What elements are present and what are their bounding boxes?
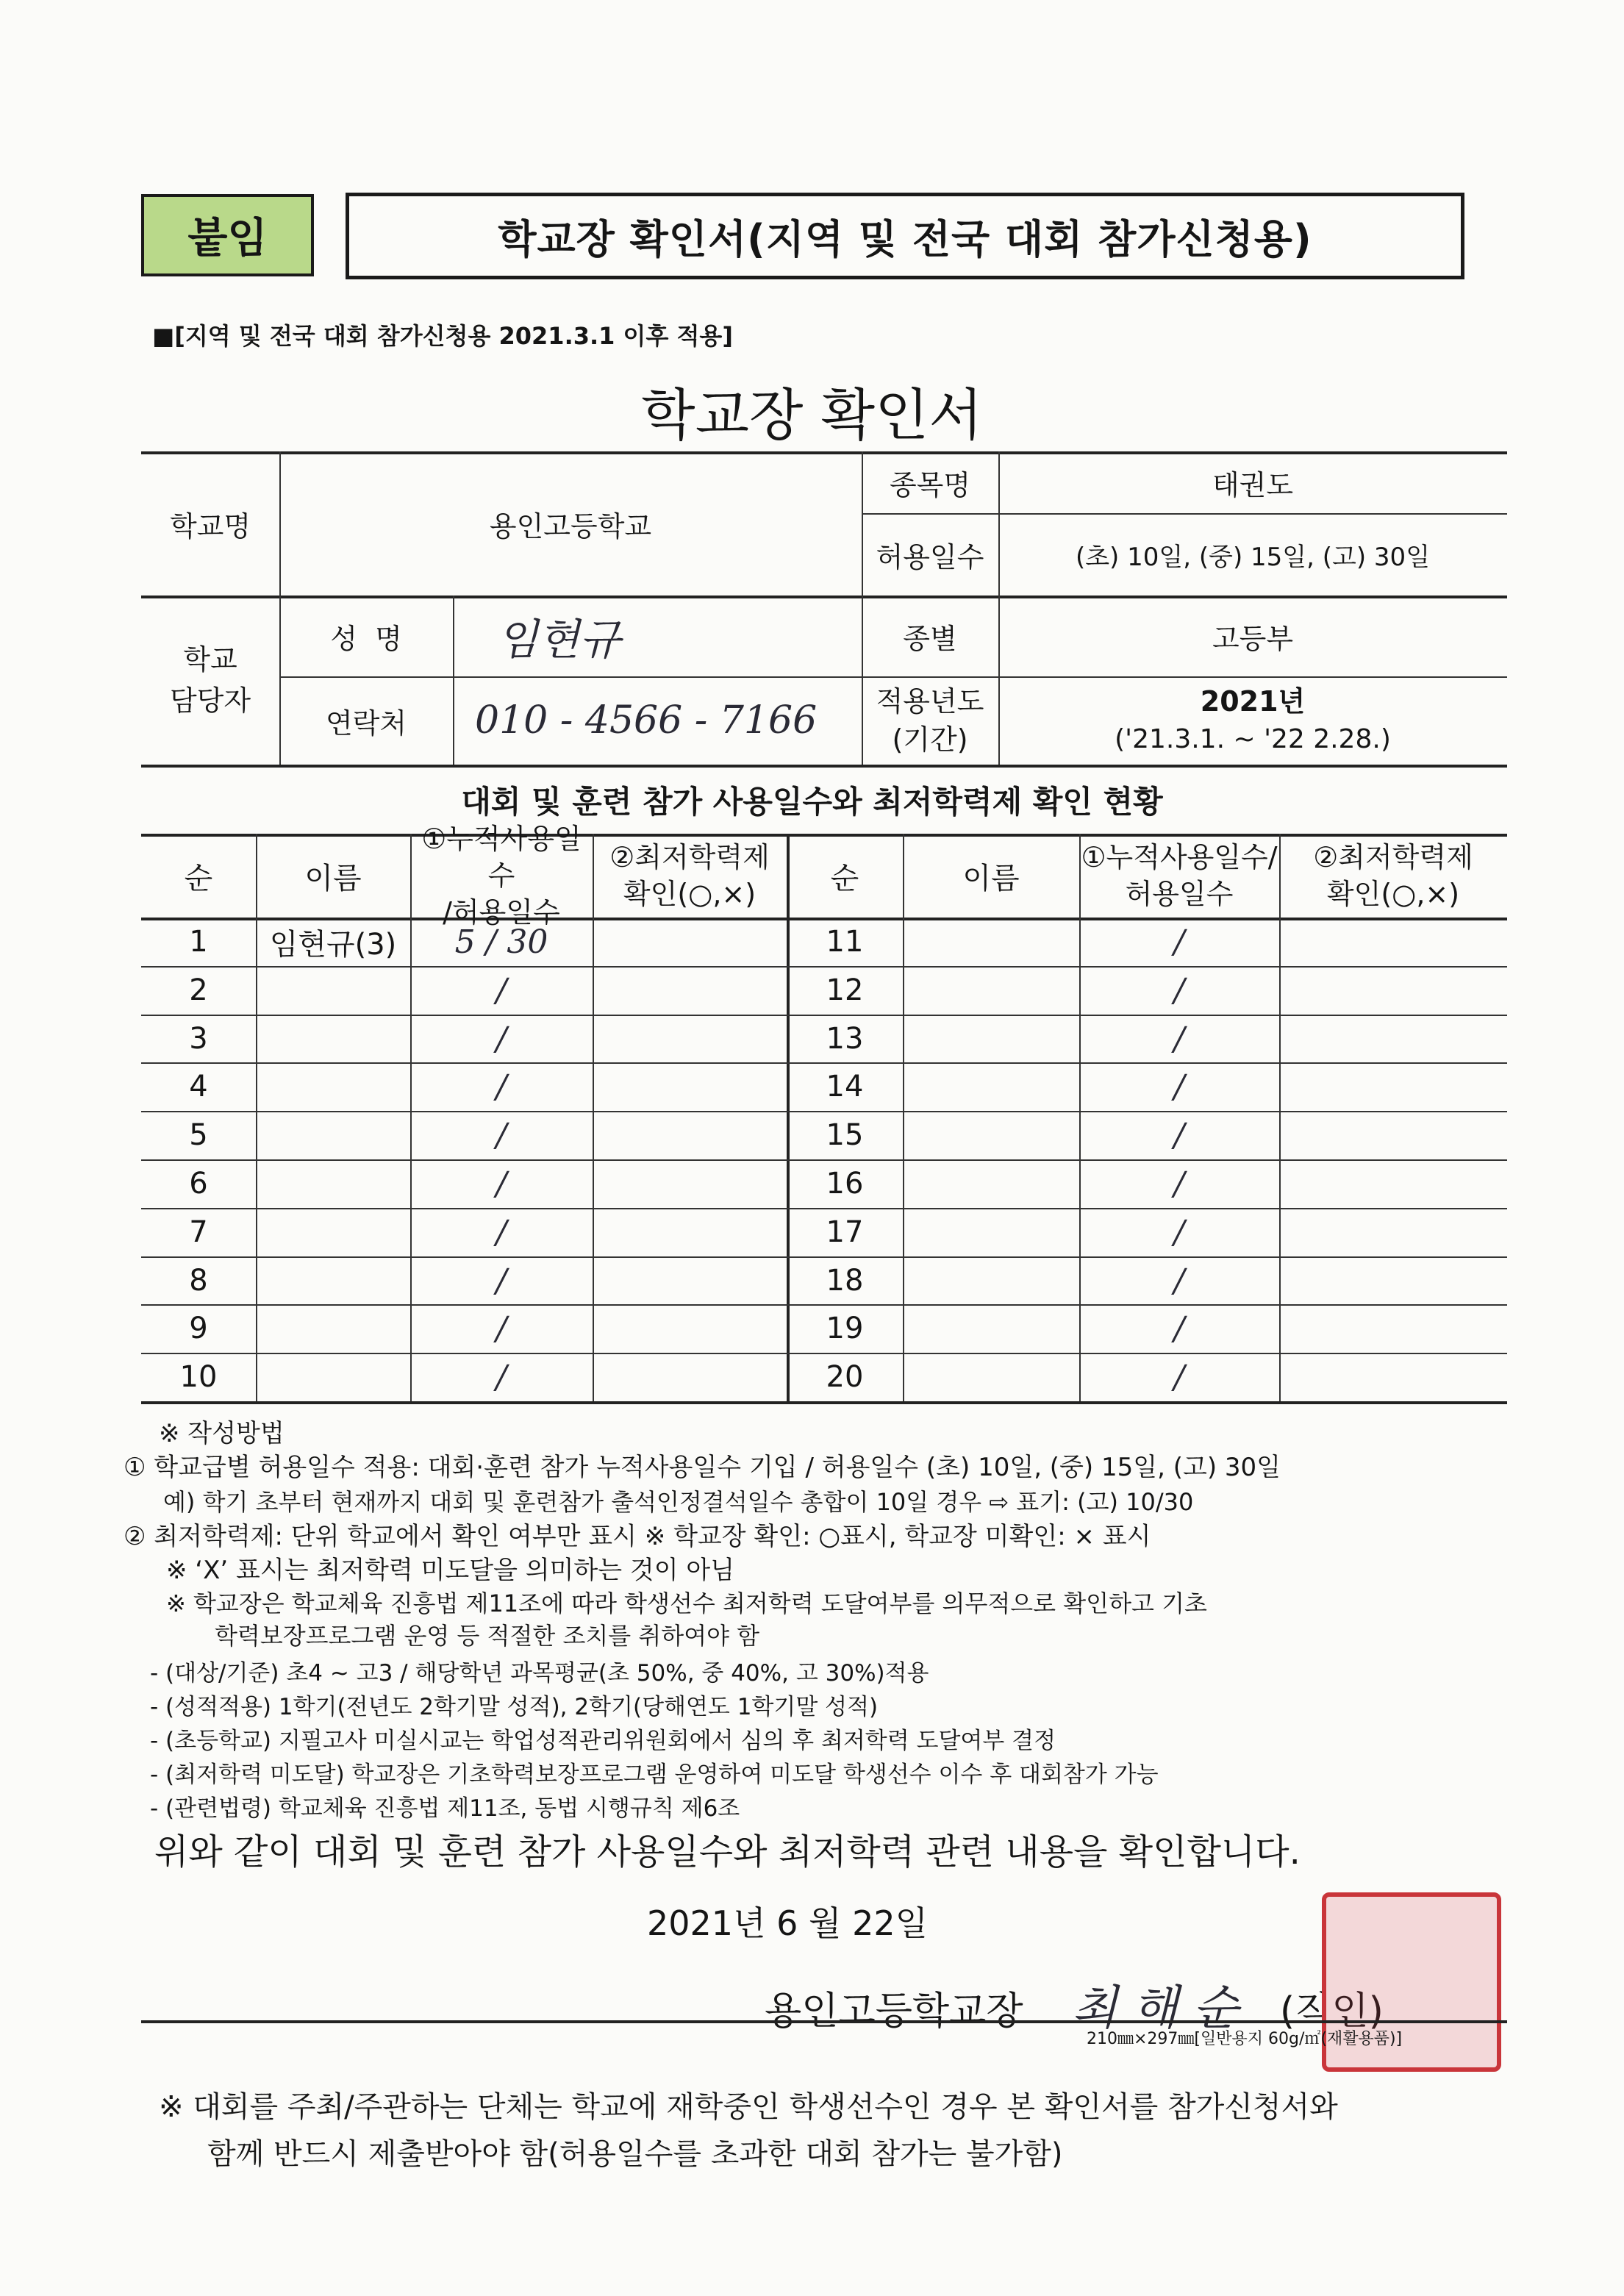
document-title: 학교장 확인서 bbox=[641, 382, 983, 448]
cell-min bbox=[593, 918, 787, 966]
cell-days: / bbox=[496, 1262, 507, 1300]
cell-min bbox=[593, 1208, 787, 1256]
applies-note: ■[지역 및 전국 대회 참가신청용 2021.3.1 이후 적용] bbox=[152, 322, 733, 350]
cell-name bbox=[256, 1015, 410, 1063]
cell-no: 11 bbox=[826, 925, 864, 959]
cell-name bbox=[903, 966, 1079, 1015]
cell-name bbox=[903, 1208, 1079, 1256]
cell-name: 임현규(3) bbox=[269, 927, 397, 962]
col-days-header-right-line1: ①누적사용일수/ bbox=[1081, 841, 1278, 873]
cell-days: / bbox=[496, 1020, 507, 1058]
cell-name bbox=[903, 918, 1079, 966]
cell-no: 18 bbox=[826, 1264, 864, 1298]
cell-min bbox=[593, 1159, 787, 1208]
instruction-line: ① 학교급별 허용일수 적용: 대회·훈련 참가 누적사용일수 기입 / 허용일수 (초) 10일, (중) 15일, (고) 30일 bbox=[124, 1453, 1281, 1482]
col-no-header-right: 순 bbox=[830, 861, 859, 895]
instruction-line: - (성적적용) 1학기(전년도 2학기말 성적), 2학기(당해연도 1학기말 성적) bbox=[150, 1694, 879, 1720]
division-value: 고등부 bbox=[1212, 622, 1294, 655]
cell-name bbox=[903, 1159, 1079, 1208]
col-min-header-right bbox=[1279, 834, 1507, 918]
cell-days: / bbox=[1173, 1020, 1185, 1058]
cell-name bbox=[256, 1208, 410, 1256]
seal-label: (직인) bbox=[1279, 1989, 1384, 2034]
col-days-header-left-line2: /허용일수 bbox=[443, 896, 560, 929]
cell-name bbox=[256, 966, 410, 1015]
cell-min bbox=[1279, 1256, 1507, 1305]
cell-days: / bbox=[1173, 971, 1185, 1009]
col-min-header-left bbox=[593, 834, 787, 918]
cell-no: 4 bbox=[189, 1070, 208, 1104]
header-title: 학교장 확인서(지역 및 전국 대회 참가신청용) bbox=[346, 193, 1464, 279]
cell-no: 1 bbox=[189, 925, 208, 959]
cell-name bbox=[256, 1159, 410, 1208]
cell-days: / bbox=[496, 1116, 507, 1154]
cell-min bbox=[593, 966, 787, 1015]
col-name-header-left: 이름 bbox=[304, 861, 362, 895]
col-days-header-left bbox=[410, 823, 593, 929]
attachment-tag: 붙임 bbox=[141, 194, 314, 276]
contact-value: 010 - 4566 - 7166 bbox=[475, 698, 818, 743]
closing-divider bbox=[141, 2020, 1507, 2023]
cell-name bbox=[256, 1111, 410, 1159]
col-days-header-right-line2: 허용일수 bbox=[1125, 878, 1234, 910]
principal-name: 용인고등학교장 bbox=[765, 1989, 1023, 2034]
cell-name bbox=[256, 1304, 410, 1353]
manager-label-line2: 담당자 bbox=[169, 684, 251, 717]
cell-min bbox=[1279, 1304, 1507, 1353]
sport-label: 종목명 bbox=[889, 468, 971, 501]
instruction-line: 학력보장프로그램 운영 등 적절한 조치를 취하여야 함 bbox=[215, 1622, 760, 1650]
cell-days: / bbox=[1173, 1262, 1185, 1300]
cell-days: / bbox=[496, 1165, 507, 1203]
confirm-date: 2021년 6 월 22일 bbox=[647, 1903, 929, 1943]
confirm-statement: 위와 같이 대회 및 훈련 참가 사용일수와 최저학력 관련 내용을 확인합니다. bbox=[154, 1831, 1301, 1873]
status-table-title: 대회 및 훈련 참가 사용일수와 최저학력제 확인 현황 bbox=[461, 784, 1163, 820]
cell-name bbox=[903, 1062, 1079, 1111]
cell-no: 16 bbox=[826, 1167, 864, 1201]
contact-label: 연락처 bbox=[325, 707, 407, 740]
instruction-line: ※ 작성방법 bbox=[159, 1419, 285, 1448]
cell-days: 5 / 30 bbox=[454, 923, 548, 961]
cell-no: 13 bbox=[826, 1022, 864, 1056]
year-value-cell bbox=[998, 676, 1507, 765]
cell-no: 3 bbox=[189, 1022, 208, 1056]
cell-no: 15 bbox=[826, 1118, 864, 1152]
school-label: 학교명 bbox=[169, 509, 251, 543]
cell-days: / bbox=[496, 1213, 507, 1251]
cell-min bbox=[593, 1256, 787, 1305]
manager-label-line1: 학교 bbox=[183, 643, 237, 676]
instruction-line: - (초등학교) 지필고사 미실시교는 학업성적관리위원회에서 심의 후 최저학력 도달여부 결정 bbox=[150, 1728, 1056, 1754]
col-min-header-right-line1: ②최저학력제 bbox=[1313, 841, 1473, 873]
cell-min bbox=[1279, 966, 1507, 1015]
cell-days: / bbox=[1173, 1309, 1185, 1348]
cell-min bbox=[593, 1304, 787, 1353]
instruction-line: ※ ‘X’ 표시는 최저학력 미도달을 의미하는 것이 아님 bbox=[166, 1556, 735, 1585]
cell-min bbox=[1279, 1159, 1507, 1208]
footer-line-1: ※ 대회를 주최/주관하는 단체는 학교에 재학중인 학생선수인 경우 본 확인서를 참가신청서와 bbox=[159, 2090, 1338, 2124]
cell-days: / bbox=[496, 971, 507, 1009]
footer-note bbox=[159, 2084, 1338, 2178]
cell-no: 20 bbox=[826, 1360, 864, 1394]
cell-days: / bbox=[1173, 1165, 1185, 1203]
cell-name bbox=[256, 1353, 410, 1401]
instruction-line: ※ 학교장은 학교체육 진흥법 제11조에 따라 학생선수 최저학력 도달여부를 의무적으로 확인하고 기초 bbox=[166, 1589, 1207, 1617]
paper-spec: 210㎜×297㎜[일반용지 60g/㎡(재활용품)] bbox=[1087, 2030, 1403, 2048]
cell-min bbox=[1279, 918, 1507, 966]
cell-min bbox=[593, 1353, 787, 1401]
cell-days: / bbox=[1173, 1213, 1185, 1251]
allowed-days-label: 허용일수 bbox=[876, 540, 984, 573]
cell-days: / bbox=[1173, 923, 1185, 961]
cell-no: 10 bbox=[179, 1360, 218, 1394]
cell-name bbox=[903, 1111, 1079, 1159]
allowed-days-value: (초) 10일, (중) 15일, (고) 30일 bbox=[1075, 542, 1431, 572]
instruction-line: 예) 학기 초부터 현재까지 대회 및 훈련참가 출석인정결석일수 총합이 10일 경우 ⇨ 표기: (고) 10/30 bbox=[163, 1488, 1194, 1516]
cell-name bbox=[256, 1062, 410, 1111]
cell-min bbox=[1279, 1353, 1507, 1401]
cell-name bbox=[903, 1015, 1079, 1063]
cell-no: 12 bbox=[826, 973, 864, 1007]
col-days-header-left-line1: ①누적사용일수 bbox=[421, 823, 582, 892]
division-label: 종별 bbox=[903, 622, 957, 655]
year-label bbox=[862, 676, 998, 765]
cell-days: / bbox=[496, 1309, 507, 1348]
instruction-line: - (대상/기준) 초4 ~ 고3 / 해당학년 과목평균(초 50%, 중 40%, 고 30%)적용 bbox=[150, 1660, 929, 1687]
col-min-header-left-line1: ②최저학력제 bbox=[609, 841, 770, 873]
cell-days: / bbox=[1173, 1358, 1185, 1396]
cell-no: 2 bbox=[189, 973, 208, 1007]
cell-min bbox=[1279, 1015, 1507, 1063]
cell-min bbox=[1279, 1062, 1507, 1111]
cell-no: 14 bbox=[826, 1070, 864, 1104]
cell-no: 6 bbox=[189, 1167, 208, 1201]
footer-line-2: 함께 반드시 제출받아야 함(허용일수를 초과한 대회 참가는 불가함) bbox=[207, 2137, 1063, 2171]
name-value: 임현규 bbox=[497, 615, 621, 665]
cell-no: 17 bbox=[826, 1215, 864, 1249]
cell-no: 7 bbox=[189, 1215, 208, 1249]
col-min-header-left-line2: 확인(○,×) bbox=[623, 878, 756, 910]
cell-name bbox=[903, 1256, 1079, 1305]
col-no-header-left: 순 bbox=[184, 861, 213, 895]
col-days-header-right bbox=[1079, 834, 1279, 918]
year-value: 2021년 bbox=[1200, 685, 1306, 718]
cell-min bbox=[593, 1111, 787, 1159]
cell-no: 5 bbox=[189, 1118, 208, 1152]
cell-days: / bbox=[496, 1358, 507, 1396]
sport-value: 태권도 bbox=[1212, 468, 1294, 501]
cell-min bbox=[593, 1062, 787, 1111]
cell-no: 19 bbox=[826, 1312, 864, 1345]
cell-days: / bbox=[496, 1067, 507, 1106]
name-label: 성 명 bbox=[330, 622, 402, 655]
instruction-line: - (최저학력 미도달) 학교장은 기초학력보장프로그램 운영하여 미도달 학생선수 이수 후 대회참가 가능 bbox=[150, 1762, 1159, 1788]
cell-min bbox=[1279, 1111, 1507, 1159]
year-label-line1: 적용년도 bbox=[876, 685, 984, 718]
principal-signature: 최 해 순 bbox=[1072, 1981, 1239, 2036]
instruction-line: - (관련법령) 학교체육 진흥법 제11조, 동법 시행규칙 제6조 bbox=[150, 1795, 740, 1822]
cell-min bbox=[593, 1015, 787, 1063]
cell-name bbox=[903, 1353, 1079, 1401]
col-name-header-right: 이름 bbox=[962, 861, 1020, 895]
instruction-line: ② 최저학력제: 단위 학교에서 확인 여부만 표시 ※ 학교장 확인: ○표시, 학교장 미확인: × 표시 bbox=[124, 1522, 1151, 1551]
school-value: 용인고등학교 bbox=[489, 509, 652, 543]
year-period: ('21.3.1. ~ '22 2.28.) bbox=[1115, 724, 1391, 754]
col-min-header-right-line2: 확인(○,×) bbox=[1326, 878, 1460, 910]
cell-no: 8 bbox=[189, 1264, 208, 1298]
cell-days: / bbox=[1173, 1067, 1185, 1106]
year-label-line2: (기간) bbox=[892, 723, 968, 756]
manager-label bbox=[141, 596, 279, 765]
cell-name bbox=[256, 1256, 410, 1305]
cell-name bbox=[903, 1304, 1079, 1353]
cell-no: 9 bbox=[189, 1312, 208, 1345]
cell-min bbox=[1279, 1208, 1507, 1256]
cell-days: / bbox=[1173, 1116, 1185, 1154]
